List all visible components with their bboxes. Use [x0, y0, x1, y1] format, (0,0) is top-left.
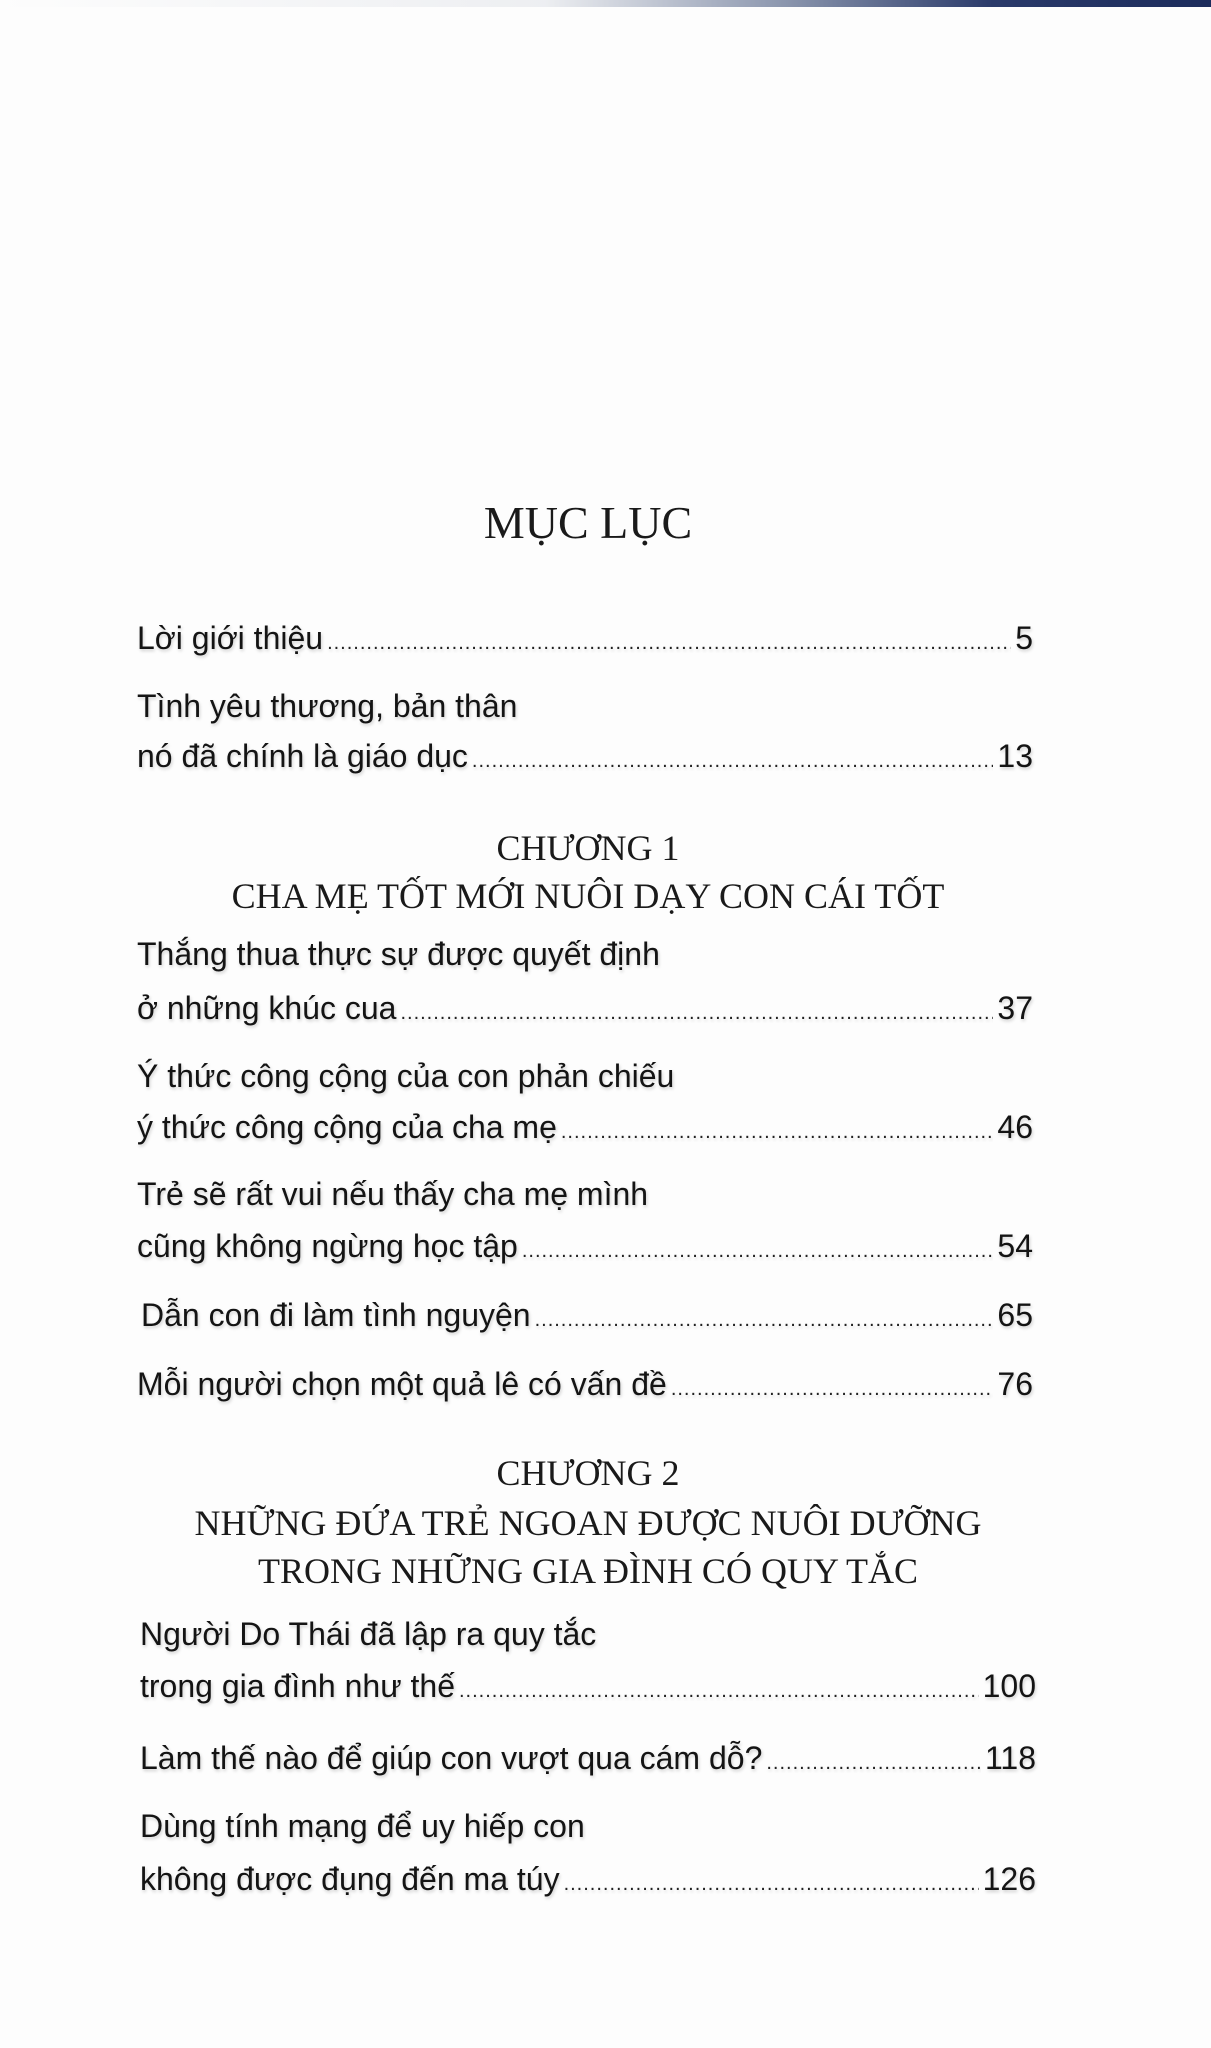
page-title: MỤC LỤC — [483, 497, 693, 548]
leader-dots — [535, 1310, 994, 1330]
page-number: 100 — [982, 1668, 1036, 1704]
page-number: 46 — [997, 1109, 1033, 1145]
leader-dots — [459, 1681, 979, 1701]
leader-dots — [327, 633, 1011, 653]
toc-entry[interactable] — [140, 1810, 1036, 1895]
page-edge-bar — [0, 0, 1211, 7]
toc-entry[interactable] — [140, 1618, 1036, 1702]
toc-entry-text: nó đã chính là giáo dục — [137, 738, 468, 774]
toc-entry-text: trong gia đình như thế — [140, 1668, 455, 1704]
toc-entry-text: Trẻ sẽ rất vui nếu thấy cha mẹ mình — [137, 1176, 649, 1212]
toc-entry-text: Dẫn con đi làm tình nguyện — [141, 1297, 531, 1333]
toc-entry-text: Tình yêu thương, bản thân — [137, 688, 518, 724]
leader-dots — [766, 1753, 981, 1773]
leader-dots — [472, 751, 993, 771]
leader-dots — [564, 1874, 979, 1894]
toc-entry-text: Lời giới thiệu — [137, 620, 324, 656]
toc-entry-text: không được đụng đến ma túy — [140, 1861, 560, 1897]
toc-entry[interactable] — [137, 1060, 1033, 1143]
toc-entry-text: Thắng thua thực sự được quyết định — [137, 936, 660, 972]
chapter-1-title: CHA MẸ TỐT MỚI NUÔI DẠY CON CÁI TỐT — [231, 876, 945, 916]
chapter-2-title-line-2: TRONG NHỮNG GIA ĐÌNH CÓ QUY TẮC — [258, 1551, 918, 1591]
toc-entry-text: ở những khúc cua — [137, 990, 397, 1026]
toc-entry-text: Làm thế nào để giúp con vượt qua cám dỗ? — [140, 1740, 763, 1776]
toc-entry[interactable] — [137, 938, 1033, 1024]
chapter-1-label: CHƯƠNG 1 — [496, 828, 680, 868]
toc-entry[interactable] — [140, 1742, 1036, 1774]
toc-entry-text: Ý thức công cộng của con phản chiếu — [137, 1058, 675, 1094]
toc-entry-text: Dùng tính mạng để uy hiếp con — [140, 1808, 585, 1844]
toc-entry[interactable] — [137, 1368, 1033, 1400]
chapter-2-title-line-1: NHỮNG ĐỨA TRẺ NGOAN ĐƯỢC NUÔI DƯỠNG — [194, 1503, 982, 1543]
page-number: 13 — [997, 738, 1033, 774]
page-number: 76 — [997, 1366, 1033, 1402]
leader-dots — [400, 1003, 993, 1023]
toc-entry-text: Mỗi người chọn một quả lê có vấn đề — [137, 1366, 667, 1402]
page-number: 126 — [982, 1861, 1036, 1897]
page-number: 5 — [1015, 620, 1033, 656]
bleed-through-text — [700, 180, 708, 212]
toc-entry-love[interactable] — [137, 690, 1033, 772]
page-number: 54 — [997, 1228, 1033, 1264]
leader-dots — [671, 1379, 994, 1399]
toc-entry-text: ý thức công cộng của cha mẹ — [137, 1109, 557, 1145]
page-number: 118 — [984, 1740, 1036, 1776]
toc-entry-text: cũng không ngừng học tập — [137, 1228, 518, 1264]
toc-entry-text: Người Do Thái đã lập ra quy tắc — [140, 1616, 597, 1652]
chapter-2-label: CHƯƠNG 2 — [496, 1453, 680, 1493]
leader-dots — [522, 1241, 994, 1261]
page-number: 37 — [997, 990, 1033, 1026]
toc-entry[interactable] — [137, 1178, 1033, 1262]
page-number: 65 — [997, 1297, 1033, 1333]
toc-entry-intro[interactable] — [137, 622, 1033, 654]
leader-dots — [561, 1122, 994, 1142]
toc-entry[interactable] — [141, 1299, 1033, 1331]
